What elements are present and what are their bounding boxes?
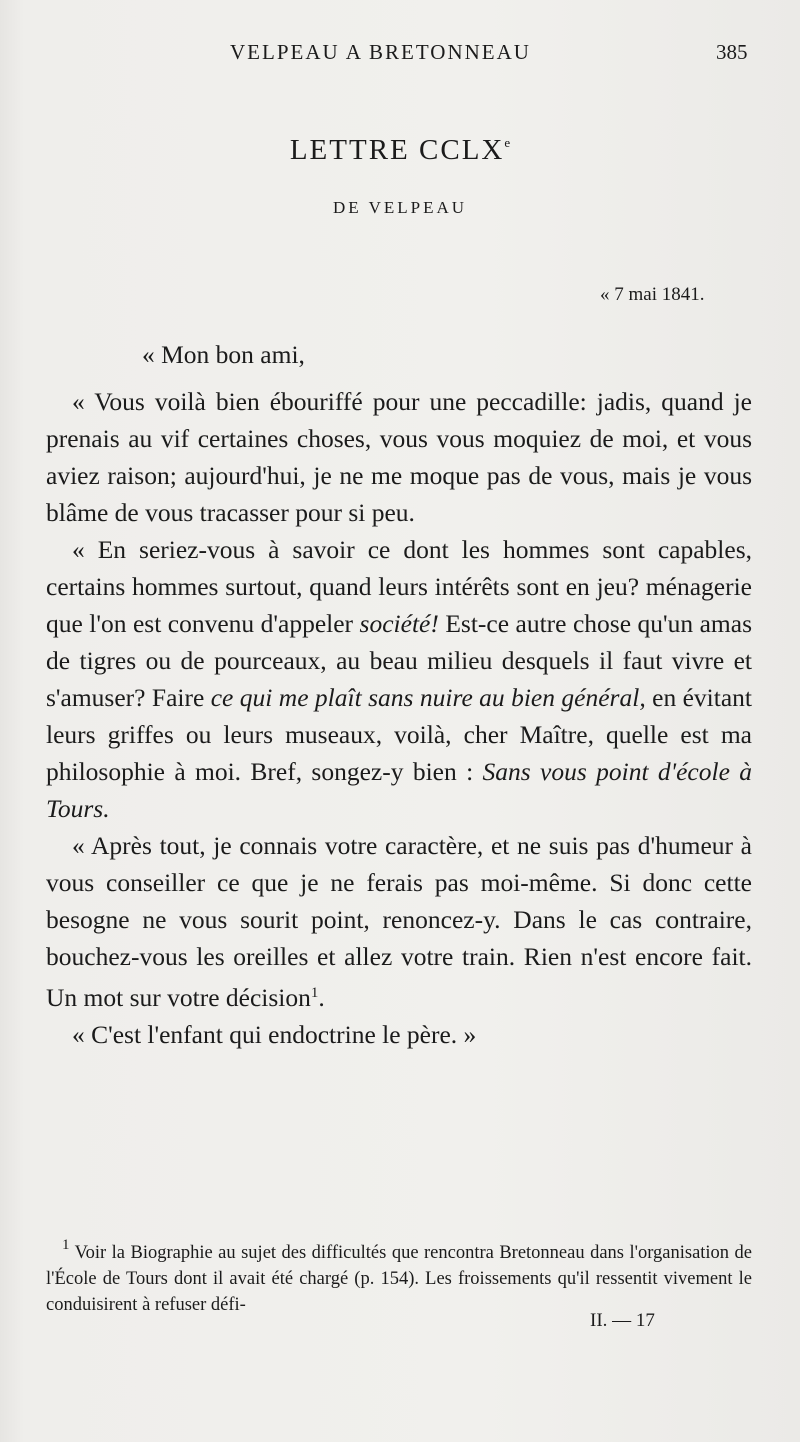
paragraph-3-part-a: « Après tout, je connais votre caractère, et ne suis pas d'humeur à vous conseiller ce que je ne ferais pas moi-même. Si donc cette besogne ne vous sourit point, renoncez-y. Dans le cas contraire, bouchez-vous les oreilles et allez votre train. Rien n'est encore fait. Un mot sur votre décision [46,831,752,1012]
letter-subtitle: DE VELPEAU [332,198,468,217]
letter-body [46,326,752,1053]
footnotes [46,1232,752,1318]
letter-date: « 7 mai 1841. [600,284,705,305]
paragraph-2-italic-tours: Sans vous point d'école à Tours. [46,757,753,823]
paragraph-1: « Vous voilà bien ébouriffé pour une peccadille: jadis, quand je prenais au vif certaines choses, vous vous moquiez de moi, et vous aviez raison; aujourd'hui, je ne me moque pas de vous, mais je vous blâme de vous tracasser pour si peu. [46,387,752,527]
letter-title [0,134,800,167]
running-title: VELPEAU A BRETONNEAU [230,40,531,64]
printer-signature: II. — 17 [590,1310,655,1331]
footnote-1 [46,1232,752,1318]
letter-title-text: LETTRE CCLX [289,134,505,166]
paragraph-3-part-b: . [318,983,325,1012]
paragraph-2-part-e: en évitant leurs griffes ou leurs museaux, voilà, cher Maître, quelle est ma philosophie à moi. Bref, songez-y bien : [46,683,753,786]
letter-title-superscript: e [504,135,511,150]
footnote-text: Voir la Biographie au sujet des difficultés que rencontra Bretonneau dans l'organisation de l'École de Tours dont il avait été chargé (p. 154). Les froissements qu'il ressentit vivement le conduisirent à refuser défi- [46,1243,752,1315]
footnote-reference: 1 [310,985,319,1001]
paragraph-2-italic-societe: société! [359,609,439,638]
paragraph-4: « C'est l'enfant qui endoctrine le père. » [72,1020,477,1049]
salutation: « Mon bon ami, [142,340,305,369]
page-number: 385 [716,40,748,64]
paragraph-2-italic-motto: ce qui me plaît sans nuire au bien général, [210,683,646,712]
paragraph-2-part-a: « En seriez-vous à savoir ce dont les hommes sont capables, certains hommes surtout, quand leurs intérêts sont en jeu? ménagerie que l'on est convenu d'appeler [46,535,752,638]
paragraph-2-part-c: Est-ce autre chose qu'un amas de tigres ou de pourceaux, au beau milieu desquels il faut vivre et s'amuser? Faire [46,609,753,712]
paragraph-3 [46,827,752,1016]
paragraph-2 [46,531,752,827]
footnote-marker: 1 [62,1237,70,1253]
